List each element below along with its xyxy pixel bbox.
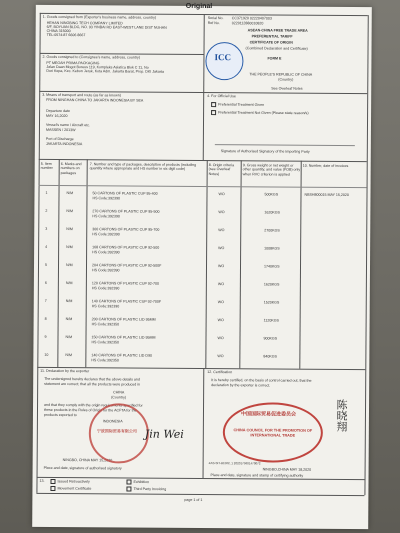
header-description: 7. Number and type of packages, description of products (including quantity where appropriate and HS number in six digit code) (89, 162, 197, 172)
row-weight: 1740KGS (263, 264, 280, 269)
form-title-line-3: CERTIFICATE OF ORIGIN (249, 40, 293, 45)
row-description: 204 CARTONS OF PLASTIC CUP 92-500F (91, 263, 162, 268)
row-item: 4 (45, 244, 48, 249)
row-origin: WO (218, 210, 225, 215)
row-item: 2 (45, 208, 48, 213)
table-row (34, 280, 370, 291)
declaration-text-2: statement are correct; that all the products were produced in (44, 381, 141, 387)
importing-party-signature-caption: Signature of Authorised Signatory of the Importing Party (220, 149, 310, 154)
row-item: 5 (44, 262, 48, 267)
row-invoice: NBSH800015 MAY 15,2020 (304, 192, 349, 198)
preferential-given-checkbox[interactable] (211, 102, 216, 107)
row-item: 8 (44, 316, 47, 321)
table-row (34, 262, 370, 273)
box4-heading: 4. For Official Use (207, 94, 236, 99)
consignee-line-2: Jalan Daan Mogot Boreus 119, Kompleks Asiatica Blok C 11, No (46, 64, 149, 70)
row-marks: N/M (65, 281, 73, 286)
row-weight: 1008KGS (264, 246, 280, 251)
row-weight: 900KGS (263, 336, 278, 341)
row-description: 300 CARTONS OF PLASTIC CUP 95-700 (92, 227, 160, 232)
form-e-label: FORM E (267, 56, 282, 61)
row-hs-code: HS Code:392390 (91, 304, 120, 309)
row-description: 200 CARTONS OF PLASTIC LID 95MM (91, 317, 156, 322)
row-description: 168 CARTONS OF PLASTIC CUP 92-500 (92, 245, 160, 250)
certifier-signature: 陈晓翔 (334, 398, 349, 433)
row-marks: N/M (66, 245, 73, 250)
table-row (34, 298, 370, 309)
consignee-line-1: PT MEGAH PRIMA PACKAGING (46, 60, 100, 66)
row-hs-code: HS Code:392390 (92, 196, 121, 201)
row-description: 50 CARTONS OF PLASTIC CUP 95-400 (92, 191, 158, 196)
certificate-reference: ZAS-SIT-B1502, 1 2020175801470072 (208, 461, 261, 466)
preferential-given-option[interactable]: Preferential Treatment Given (211, 102, 264, 107)
issued-in-country: THE PEOPLE'S REPUBLIC OF CHINA (249, 72, 313, 77)
row-origin: WO (217, 282, 225, 287)
form-title-line-1: ASEAN-CHINA FREE TRADE AREA (247, 28, 308, 33)
row-marks: N/M (65, 335, 73, 340)
movement-certificate-option[interactable]: Movement Certificate (50, 486, 91, 491)
header-weight: 9. Gross weight or net weight or other quantity, and value (FOB) only when RVC criterion is applied (242, 163, 301, 177)
row-weight: 840KGS (263, 354, 277, 359)
row-hs-code: HS Code:392390 (91, 286, 120, 291)
row-description: 150 CARTONS OF PLASTIC LID 95MM (91, 335, 156, 340)
declaration-country: CHINA (113, 390, 125, 395)
exporter-place-caption: Place and date, signature of authorised signatory (43, 465, 122, 471)
row-marks: N/M (66, 191, 74, 196)
header-marks: 6. Marks and numbers on packages (60, 162, 82, 175)
row-description: 120 CARTONS OF PLASTIC CUP 92-700 (91, 281, 160, 286)
port-of-discharge: JAKARTA INDONESIA (45, 141, 83, 147)
row-hs-code: HS Code:392390 (91, 268, 120, 273)
row-origin: WO (217, 300, 224, 305)
reference-label: Ref No. (207, 21, 220, 26)
row-origin: WO (217, 354, 224, 359)
certificate-document (32, 2, 372, 529)
movement-certificate-checkbox[interactable] (50, 486, 55, 491)
box13-heading: 13. (39, 478, 45, 483)
row-description: 270 CARTONS OF PLASTIC CUP 95-500 (92, 209, 160, 214)
row-origin: WO (217, 318, 224, 323)
form-title-line-2: PREFERENTIAL TARIFF (251, 34, 293, 39)
row-item: 6 (44, 280, 47, 285)
table-row (34, 334, 370, 345)
row-origin: WO (218, 246, 225, 251)
row-description: 140 CARTONS OF PLASTIC LID D90 (91, 353, 152, 358)
box1-heading: 1. Goods consigned from (Exporter's business name, address, country) (42, 14, 157, 20)
row-weight: 1120KGS (263, 318, 279, 323)
table-row (34, 244, 370, 255)
row-hs-code: HS Code:392390 (92, 214, 120, 219)
table-row (34, 226, 370, 237)
row-marks: N/M (66, 209, 73, 214)
document-title: Original (185, 2, 213, 11)
vessel-name: MASSEN / 2013W (45, 127, 76, 133)
exporter-company-stamp: 宁波国际贸易有限公司 (89, 403, 149, 463)
certification-text-1: It is hereby certified, on the basis of control carried out, that the (211, 378, 312, 383)
row-item: 7 (44, 298, 47, 303)
icc-logo-icon: ICC (205, 42, 243, 80)
declaration-text-1: The undersigned hereby declares that the above details and (44, 376, 140, 382)
row-origin: WO (218, 192, 225, 197)
issued-retroactively-checkbox[interactable] (50, 479, 55, 484)
row-hs-code: HS Code:392350 (91, 322, 120, 327)
row-marks: N/M (65, 263, 73, 268)
third-party-invoicing-checkbox[interactable] (126, 486, 131, 491)
departure-label: Departure date (46, 108, 71, 114)
box11-heading: 11. Declaration by the exporter (40, 368, 90, 374)
third-party-invoicing-option[interactable]: Third Party Invoicing (126, 486, 166, 491)
port-label: Port of Discharge (45, 136, 74, 142)
reference-number: 0220112880010820 (231, 21, 264, 26)
row-weight: 1620KGS (263, 282, 280, 287)
row-weight: 500KGS (264, 192, 279, 197)
exporter-line-1: HEHAN NINGBING TECH COMPANY LIMITED (46, 20, 123, 26)
row-item: 1 (45, 190, 48, 195)
exhibition-option[interactable]: Exhibition (126, 479, 149, 484)
table-row (34, 316, 370, 327)
declaration-text-4: these products in the Rules of Origin for the ACFTA for the (43, 407, 137, 413)
exporter-signature: Jin Wei (144, 427, 184, 441)
preferential-not-given-option[interactable]: Preferential Treatment Not Given (Please state reason/s) (211, 110, 309, 116)
row-hs-code: HS Code:392350 (91, 358, 119, 363)
box12-heading: 12. Certification (207, 370, 233, 375)
exhibition-checkbox[interactable] (126, 479, 131, 484)
row-origin: WO (217, 264, 225, 269)
row-origin: WO (218, 228, 225, 233)
see-overleaf-notes: See Overleaf Notes (271, 86, 303, 91)
row-item: 10 (44, 352, 49, 357)
serial-label: Serial No. (207, 16, 224, 21)
exporter-line-3: CHINA 315000 (46, 28, 71, 34)
consignee-line-3: Duri Kepa, Kec. Kebon Jeruk, Kota Adm. Jakarta Barat, Prop. DKI Jakarta (46, 68, 165, 74)
table-row (33, 352, 369, 363)
certification-text-2: declaration by the exporter is correct. (211, 383, 271, 388)
exporter-place-date: NINGBO, CHINA MAY 15,2020 (62, 458, 113, 463)
form-title-line-4: (Combined Declaration and Certificate) (245, 46, 308, 51)
header-item-number: 5. Item number (40, 161, 53, 171)
row-marks: N/M (65, 299, 73, 304)
exporter-line-4: TEL:0574-87 6606 8667 (46, 32, 86, 38)
row-hs-code: HS Code:392350 (91, 340, 120, 345)
row-origin: WO (217, 336, 224, 341)
row-marks: N/M (65, 317, 73, 322)
header-invoice: 10. Number, date of invoices (302, 163, 349, 169)
header-origin-criteria: 8. Origin criteria (see Overleaf Notes) (208, 163, 235, 176)
box2-heading: 2. Goods consigned to (Consignee's name, address, country) (42, 54, 141, 60)
row-item: 9 (44, 334, 47, 339)
page-indicator: page 1 of 1 (184, 497, 203, 503)
serial-number: CC371920 02220407003 (231, 16, 272, 21)
exporter-line-2: 6/F, BOYUAN BLDG, NO. 93 YINBAI RD EAST-WEST LANE DIST NUHAN (46, 24, 167, 30)
declaration-text-5: products exported to (43, 412, 77, 418)
transport-route: FROM NINGHAN CHINA TO JAKARTA INDONESIA BY SEA (46, 97, 144, 103)
certifier-place-caption: Place and date, signature and stamp of certifying authority (210, 473, 304, 478)
preferential-not-given-checkbox[interactable] (211, 110, 216, 115)
row-weight: 2700KGS (264, 228, 280, 233)
issued-in-country-caption: (Country) (278, 77, 294, 82)
vessel-label: Vessel's name / Aircraft etc. (45, 122, 91, 128)
row-description: 140 CARTONS OF PLASTIC CUP 92-700F (91, 299, 162, 304)
row-hs-code: HS Code:392390 (92, 250, 120, 255)
declaration-text-3: and that they comply with the origin requirements specified for (44, 402, 143, 408)
table-row (34, 208, 370, 219)
row-marks: N/M (65, 353, 72, 358)
departure-date: MAY 16,2020 (46, 113, 68, 119)
row-item: 3 (45, 226, 48, 231)
row-marks: N/M (66, 227, 73, 232)
certifier-place-date: NINGBO,CHINA MAY 18,2020 (262, 467, 312, 472)
declaration-country-caption: (Country) (111, 395, 127, 400)
issued-retroactively-option[interactable]: Issued Retroactively (50, 479, 89, 484)
importing-country: INDONESIA (102, 419, 123, 424)
ccpit-official-stamp: 中国国际贸易促进委员会 CHINA COUNCIL FOR THE PROMOTION OF INTERNATIONAL TRADE (223, 402, 323, 463)
row-hs-code: HS Code:392390 (92, 232, 120, 237)
box3-heading: 3. Means of transport and route (as far as known) (42, 92, 121, 98)
row-weight: 1620KGS (264, 210, 280, 215)
row-weight: 1520KGS (263, 300, 280, 305)
table-row (35, 190, 371, 201)
